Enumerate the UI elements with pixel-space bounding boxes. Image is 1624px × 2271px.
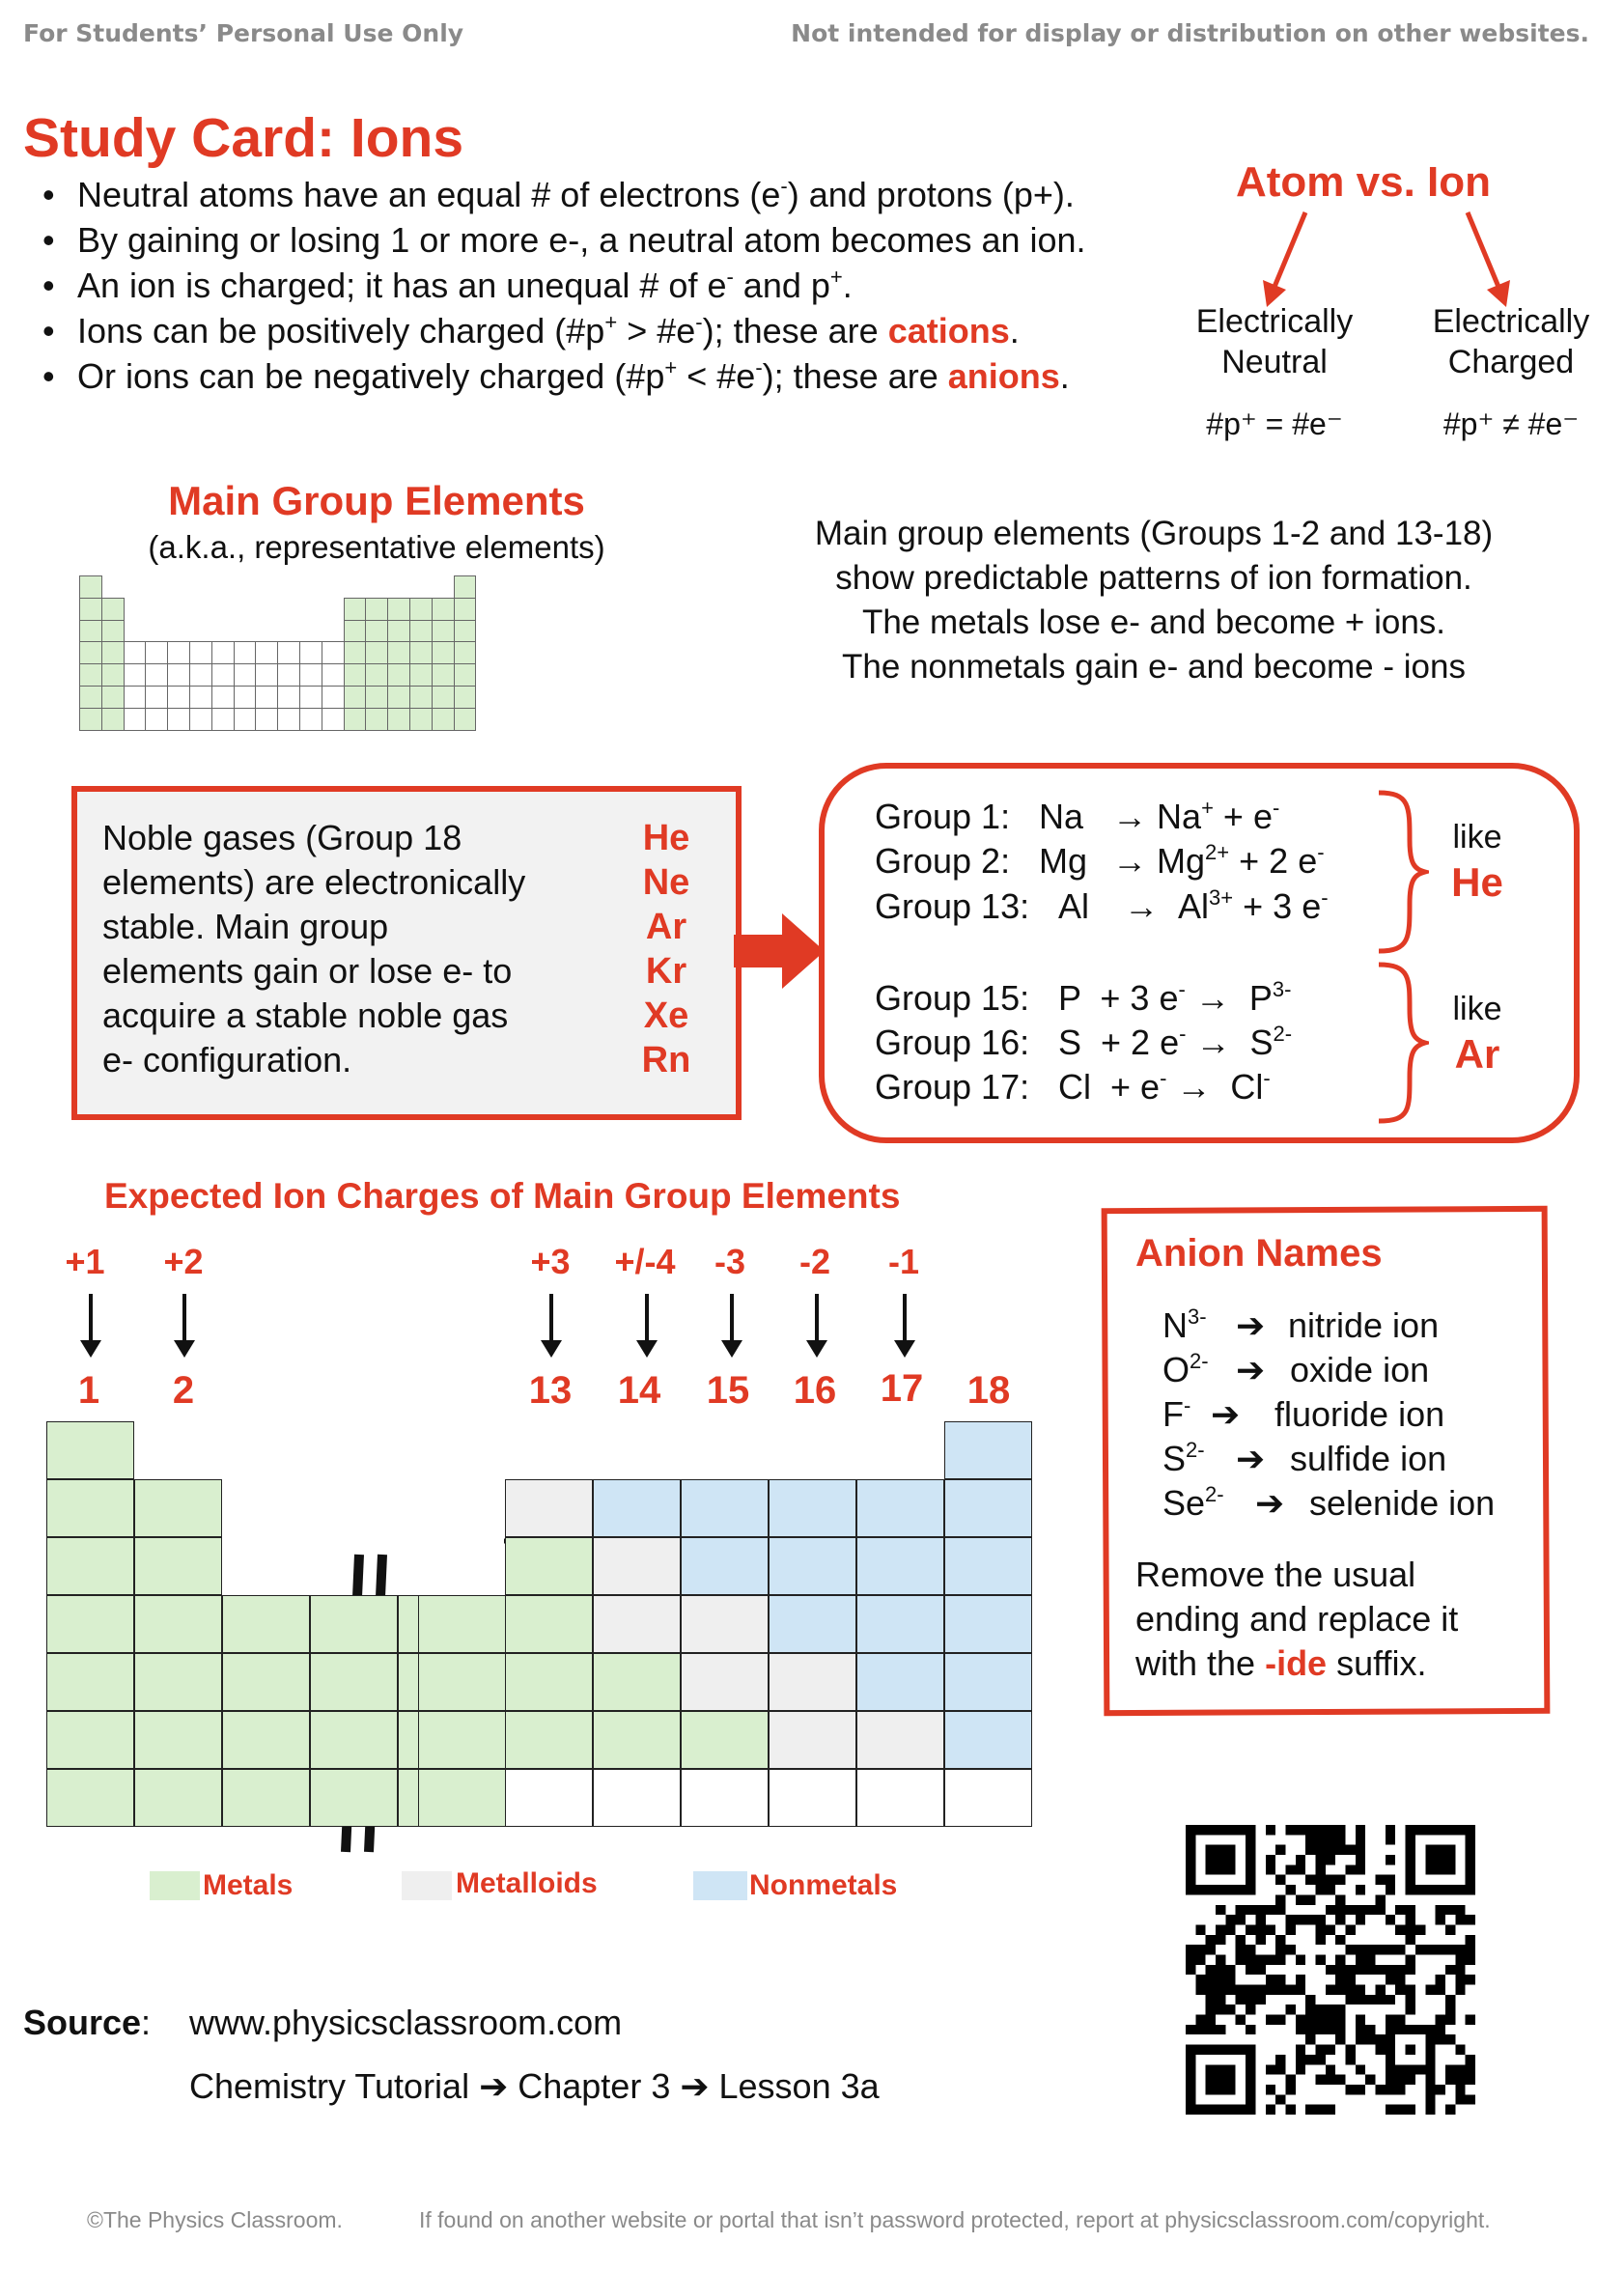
mini-table-cell	[432, 641, 455, 664]
group-number: 13	[528, 1369, 573, 1412]
table-cell	[944, 1479, 1032, 1537]
mini-table-cell	[79, 620, 102, 643]
mini-table-cell	[145, 663, 168, 687]
neutral-equation: #p⁺ = #e⁻	[1206, 407, 1343, 441]
legend-nonmetals: Nonmetals	[749, 1869, 898, 1901]
table-cell	[769, 1769, 856, 1827]
down-arrow-icon	[730, 1294, 734, 1344]
mini-table-cell	[409, 641, 433, 664]
header-left: For Students’ Personal Use Only	[23, 19, 464, 47]
table-cell	[856, 1595, 944, 1653]
main-group-description: Main group elements (Groups 1-2 and 13-18) show predictable patterns of ion formation. The metals lose e- and become + ions. The nonmetals gain e- and become - ions	[814, 515, 1494, 686]
anions-term: anions	[947, 356, 1060, 396]
mini-table-cell	[387, 686, 410, 709]
table-cell	[310, 1595, 398, 1653]
mini-table-cell	[277, 708, 300, 731]
table-cell	[944, 1653, 1032, 1711]
charge-label: -1	[887, 1242, 919, 1281]
table-cell	[310, 1769, 398, 1827]
mini-table-cell	[79, 575, 102, 599]
table-cell	[593, 1479, 681, 1537]
table-cell	[418, 1769, 506, 1827]
mini-table-cell	[409, 686, 433, 709]
table-cell	[944, 1537, 1032, 1595]
mini-table-cell	[454, 708, 477, 731]
table-cell	[505, 1479, 593, 1537]
page-title: Study Card: Ions	[23, 107, 464, 169]
mini-table-cell	[234, 663, 257, 687]
anion-list	[1162, 1304, 1495, 1526]
right-arrow-icon	[734, 908, 826, 995]
mini-table-cell	[432, 708, 455, 731]
mini-table-cell	[299, 663, 322, 687]
charge-label: -2	[798, 1242, 830, 1281]
like-label-2: like	[1452, 991, 1502, 1027]
mini-table-cell	[387, 598, 410, 621]
mini-table-cell	[277, 663, 300, 687]
down-arrow-icon	[815, 1294, 819, 1344]
legend-metals-swatch	[150, 1871, 200, 1900]
table-cell	[222, 1653, 310, 1711]
table-cell	[856, 1479, 944, 1537]
table-cell	[856, 1769, 944, 1827]
table-cell	[418, 1595, 506, 1653]
mini-table-cell	[234, 708, 257, 731]
table-cell	[505, 1769, 593, 1827]
mini-table-cell	[322, 686, 345, 709]
charged-label: Electrically Charged	[1432, 303, 1590, 380]
table-cell	[134, 1711, 222, 1769]
mini-table-cell	[234, 641, 257, 664]
table-cell	[769, 1653, 856, 1711]
charge-label: +1	[65, 1242, 105, 1281]
table-cell	[944, 1595, 1032, 1653]
mini-table-cell	[365, 641, 388, 664]
mini-table-cell	[299, 641, 322, 664]
table-cell	[856, 1653, 944, 1711]
legend-metals: Metals	[203, 1869, 294, 1901]
table-cell	[46, 1537, 134, 1595]
mini-table-cell	[454, 620, 477, 643]
group-number: 14	[617, 1369, 661, 1412]
table-cell	[46, 1769, 134, 1827]
down-arrow-icon	[645, 1294, 649, 1344]
mini-table-cell	[211, 663, 235, 687]
table-cell	[769, 1479, 856, 1537]
like-label-1: like	[1452, 819, 1502, 855]
mini-table-cell	[234, 686, 257, 709]
legend-metalloids: Metalloids	[456, 1867, 598, 1899]
mini-table-cell	[167, 686, 190, 709]
bullet-2: • By gaining or losing 1 or more e-, a neutral atom becomes an ion.	[21, 217, 1086, 263]
header-right: Not intended for display or distribution on other websites.	[791, 19, 1589, 47]
table-cell	[134, 1769, 222, 1827]
reaction-group-16: Group 16: S + 2 $e^- \to S^{2-}$	[875, 1022, 1293, 1062]
group-number: 17	[880, 1367, 924, 1410]
anion-names-title: Anion Names	[1135, 1232, 1383, 1275]
table-cell	[310, 1711, 398, 1769]
mini-periodic-table	[79, 575, 678, 730]
table-cell	[944, 1421, 1032, 1479]
table-cell	[681, 1711, 769, 1769]
mini-table-cell	[322, 708, 345, 731]
mini-table-cell	[79, 686, 102, 709]
mini-table-cell	[211, 708, 235, 731]
table-cell	[681, 1537, 769, 1595]
mini-table-cell	[387, 641, 410, 664]
footer-report: If found on another website or portal that isn’t password protected, report at physicsclassroom.com/copyright.	[419, 2207, 1491, 2232]
table-cell	[593, 1537, 681, 1595]
down-arrow-icon	[182, 1294, 186, 1344]
main-group-title: Main Group Elements	[168, 478, 585, 523]
table-cell	[222, 1711, 310, 1769]
table-cell	[856, 1537, 944, 1595]
mini-table-cell	[409, 708, 433, 731]
table-cell	[222, 1769, 310, 1827]
mini-table-cell	[124, 686, 147, 709]
mini-table-cell	[101, 641, 125, 664]
charge-label: +2	[163, 1242, 204, 1281]
source-label: Source:	[23, 2003, 152, 2042]
mini-table-cell	[299, 708, 322, 731]
mini-table-cell	[409, 663, 433, 687]
table-cell	[769, 1711, 856, 1769]
mini-table-cell	[432, 598, 455, 621]
group-number: 2	[172, 1369, 195, 1412]
reaction-group-13: Group 13: $Al \to Al^{3+} + 3$ e-	[875, 885, 1329, 926]
mini-table-cell	[365, 686, 388, 709]
table-cell	[681, 1653, 769, 1711]
mini-table-cell	[167, 708, 190, 731]
table-cell	[222, 1595, 310, 1653]
footer-copyright: ©The Physics Classroom.	[87, 2207, 343, 2232]
mini-table-cell	[454, 641, 477, 664]
table-cell	[505, 1595, 593, 1653]
mini-table-cell	[344, 641, 367, 664]
mini-table-cell	[322, 663, 345, 687]
table-cell	[505, 1711, 593, 1769]
mini-table-cell	[167, 641, 190, 664]
table-cell	[46, 1479, 134, 1537]
mini-table-cell	[101, 708, 125, 731]
table-cell	[46, 1595, 134, 1653]
mini-table-cell	[277, 686, 300, 709]
anion-item: F- ➔ fluoride ion	[1162, 1393, 1445, 1434]
table-cell	[944, 1769, 1032, 1827]
down-arrow-icon	[549, 1294, 553, 1344]
mini-table-cell	[255, 686, 278, 709]
mini-table-cell	[387, 663, 410, 687]
mini-table-cell	[432, 663, 455, 687]
table-cell	[134, 1479, 222, 1537]
legend-nonmetals-swatch	[693, 1871, 747, 1900]
mini-table-cell	[344, 620, 367, 643]
mini-table-cell	[299, 686, 322, 709]
main-group-subtitle: (a.k.a., representative elements)	[148, 529, 605, 565]
mini-table-cell	[344, 598, 367, 621]
group-number: 18	[966, 1369, 1011, 1412]
like-he: He	[1451, 859, 1503, 905]
table-cell	[46, 1421, 134, 1479]
table-cell	[418, 1711, 506, 1769]
mini-table-cell	[79, 641, 102, 664]
group-number: 15	[706, 1369, 750, 1412]
charge-label: +/-4	[614, 1242, 676, 1281]
table-cell	[134, 1595, 222, 1653]
table-cell	[681, 1479, 769, 1537]
down-arrow-icon	[89, 1294, 93, 1344]
bullet-5: • Or ions can be negatively charged (#p+ < #e-); these are anions.	[21, 353, 1086, 399]
table-cell	[593, 1769, 681, 1827]
table-cell	[944, 1711, 1032, 1769]
mini-table-cell	[255, 663, 278, 687]
charge-label: +3	[530, 1242, 571, 1281]
mini-table-cell	[387, 708, 410, 731]
mini-table-cell	[79, 708, 102, 731]
mini-table-cell	[189, 708, 212, 731]
mini-table-cell	[124, 663, 147, 687]
anion-item: $N^{3-}$ ➔ nitride ion	[1162, 1304, 1440, 1345]
table-cell	[856, 1711, 944, 1769]
mini-table-cell	[145, 686, 168, 709]
mini-table-cell	[101, 663, 125, 687]
mini-table-cell	[409, 620, 433, 643]
reaction-group-15: Group 15: P + 3 $e^- \to P^{3-}$	[875, 977, 1292, 1018]
mini-table-cell	[454, 598, 477, 621]
atom-vs-ion-title: Atom vs. Ion	[1236, 158, 1492, 206]
mini-table-cell	[432, 686, 455, 709]
source-path: Chemistry Tutorial ➔ Chapter 3 ➔ Lesson 3a	[189, 2066, 880, 2106]
group-number: 1	[77, 1369, 100, 1412]
mini-table-cell	[124, 708, 147, 731]
noble-gas-text: Noble gases (Group 18 elements) are electronically stable. Main group elements gain or lose e- to acquire a stable noble gas e- configuration.	[102, 818, 526, 1079]
legend-metalloids-swatch	[402, 1871, 452, 1900]
mini-table-cell	[454, 686, 477, 709]
table-cell	[681, 1595, 769, 1653]
mini-table-cell	[344, 708, 367, 731]
cations-term: cations	[887, 311, 1010, 350]
anion-item: $O^{2-}$ ➔ oxide ion	[1162, 1349, 1430, 1389]
neutral-label: Electrically Neutral	[1195, 303, 1354, 380]
table-cell	[310, 1653, 398, 1711]
table-cell	[46, 1653, 134, 1711]
charge-label: -3	[714, 1242, 745, 1281]
table-cell	[505, 1537, 593, 1595]
mini-table-cell	[124, 641, 147, 664]
reaction-group-17: Group 17: Cl + e- → Cl-	[875, 1066, 1271, 1107]
table-cell	[593, 1653, 681, 1711]
bullet-4: • Ions can be positively charged (#p+ > #e-); these are cations.	[21, 308, 1086, 353]
mini-table-cell	[255, 708, 278, 731]
table-cell	[769, 1595, 856, 1653]
table-cell	[681, 1769, 769, 1827]
table-cell	[593, 1595, 681, 1653]
mini-table-cell	[454, 575, 477, 599]
mini-table-cell	[344, 663, 367, 687]
bullet-list	[21, 172, 1086, 399]
mini-table-cell	[365, 663, 388, 687]
mini-table-cell	[145, 641, 168, 664]
mini-table-cell	[189, 663, 212, 687]
mini-table-cell	[365, 708, 388, 731]
bullet-3: • An ion is charged; it has an unequal # of e- and p+.	[21, 263, 1086, 308]
mini-table-cell	[145, 708, 168, 731]
mini-table-cell	[101, 620, 125, 643]
charged-equation: #p⁺ ≠ #e⁻	[1442, 407, 1580, 441]
mini-table-cell	[409, 598, 433, 621]
atom-vs-ion-arrows	[1246, 205, 1535, 311]
mini-table-cell	[79, 663, 102, 687]
reaction-group-2: Group 2: $Mg \to Mg^{2+} + 2$ e-	[875, 840, 1325, 881]
group-number: 16	[793, 1369, 837, 1412]
mini-table-cell	[167, 663, 190, 687]
mini-table-cell	[432, 620, 455, 643]
mini-table-cell	[277, 641, 300, 664]
mini-table-cell	[189, 641, 212, 664]
mini-table-cell	[79, 598, 102, 621]
table-cell	[134, 1653, 222, 1711]
table-cell	[46, 1711, 134, 1769]
charges-title: Expected Ion Charges of Main Group Elements	[104, 1176, 901, 1216]
anion-item: $Se^{2-}$ ➔ selenide ion	[1162, 1482, 1496, 1523]
anion-note: Remove the usual ending and replace it with the -ide suffix.	[1135, 1555, 1459, 1683]
mini-table-cell	[322, 641, 345, 664]
table-cell	[418, 1653, 506, 1711]
like-ar: Ar	[1454, 1031, 1500, 1077]
noble-gas-list: He Ne Ar Kr Xe Rn	[641, 818, 691, 1080]
mini-table-cell	[189, 686, 212, 709]
qr-code-icon[interactable]	[1186, 1825, 1475, 2115]
anion-item: $S^{2-}$ ➔ sulfide ion	[1162, 1438, 1447, 1478]
table-cell	[505, 1653, 593, 1711]
mini-table-cell	[211, 686, 235, 709]
mini-table-cell	[101, 686, 125, 709]
brace-icons	[1371, 787, 1429, 1125]
table-cell	[769, 1537, 856, 1595]
mini-table-cell	[211, 641, 235, 664]
mini-table-cell	[101, 598, 125, 621]
reaction-group-1: Group 1: Na → Na+ + e-	[875, 796, 1280, 836]
table-cell	[593, 1711, 681, 1769]
down-arrow-icon	[903, 1294, 907, 1344]
mini-table-cell	[387, 620, 410, 643]
table-cell	[134, 1537, 222, 1595]
bullet-1: • Neutral atoms have an equal # of electrons (e-) and protons (p+).	[21, 172, 1086, 217]
mini-table-cell	[344, 686, 367, 709]
mini-table-cell	[365, 598, 388, 621]
mini-table-cell	[365, 620, 388, 643]
mini-table-cell	[255, 641, 278, 664]
mini-table-cell	[454, 663, 477, 687]
source-url[interactable]: www.physicsclassroom.com	[189, 2003, 623, 2042]
